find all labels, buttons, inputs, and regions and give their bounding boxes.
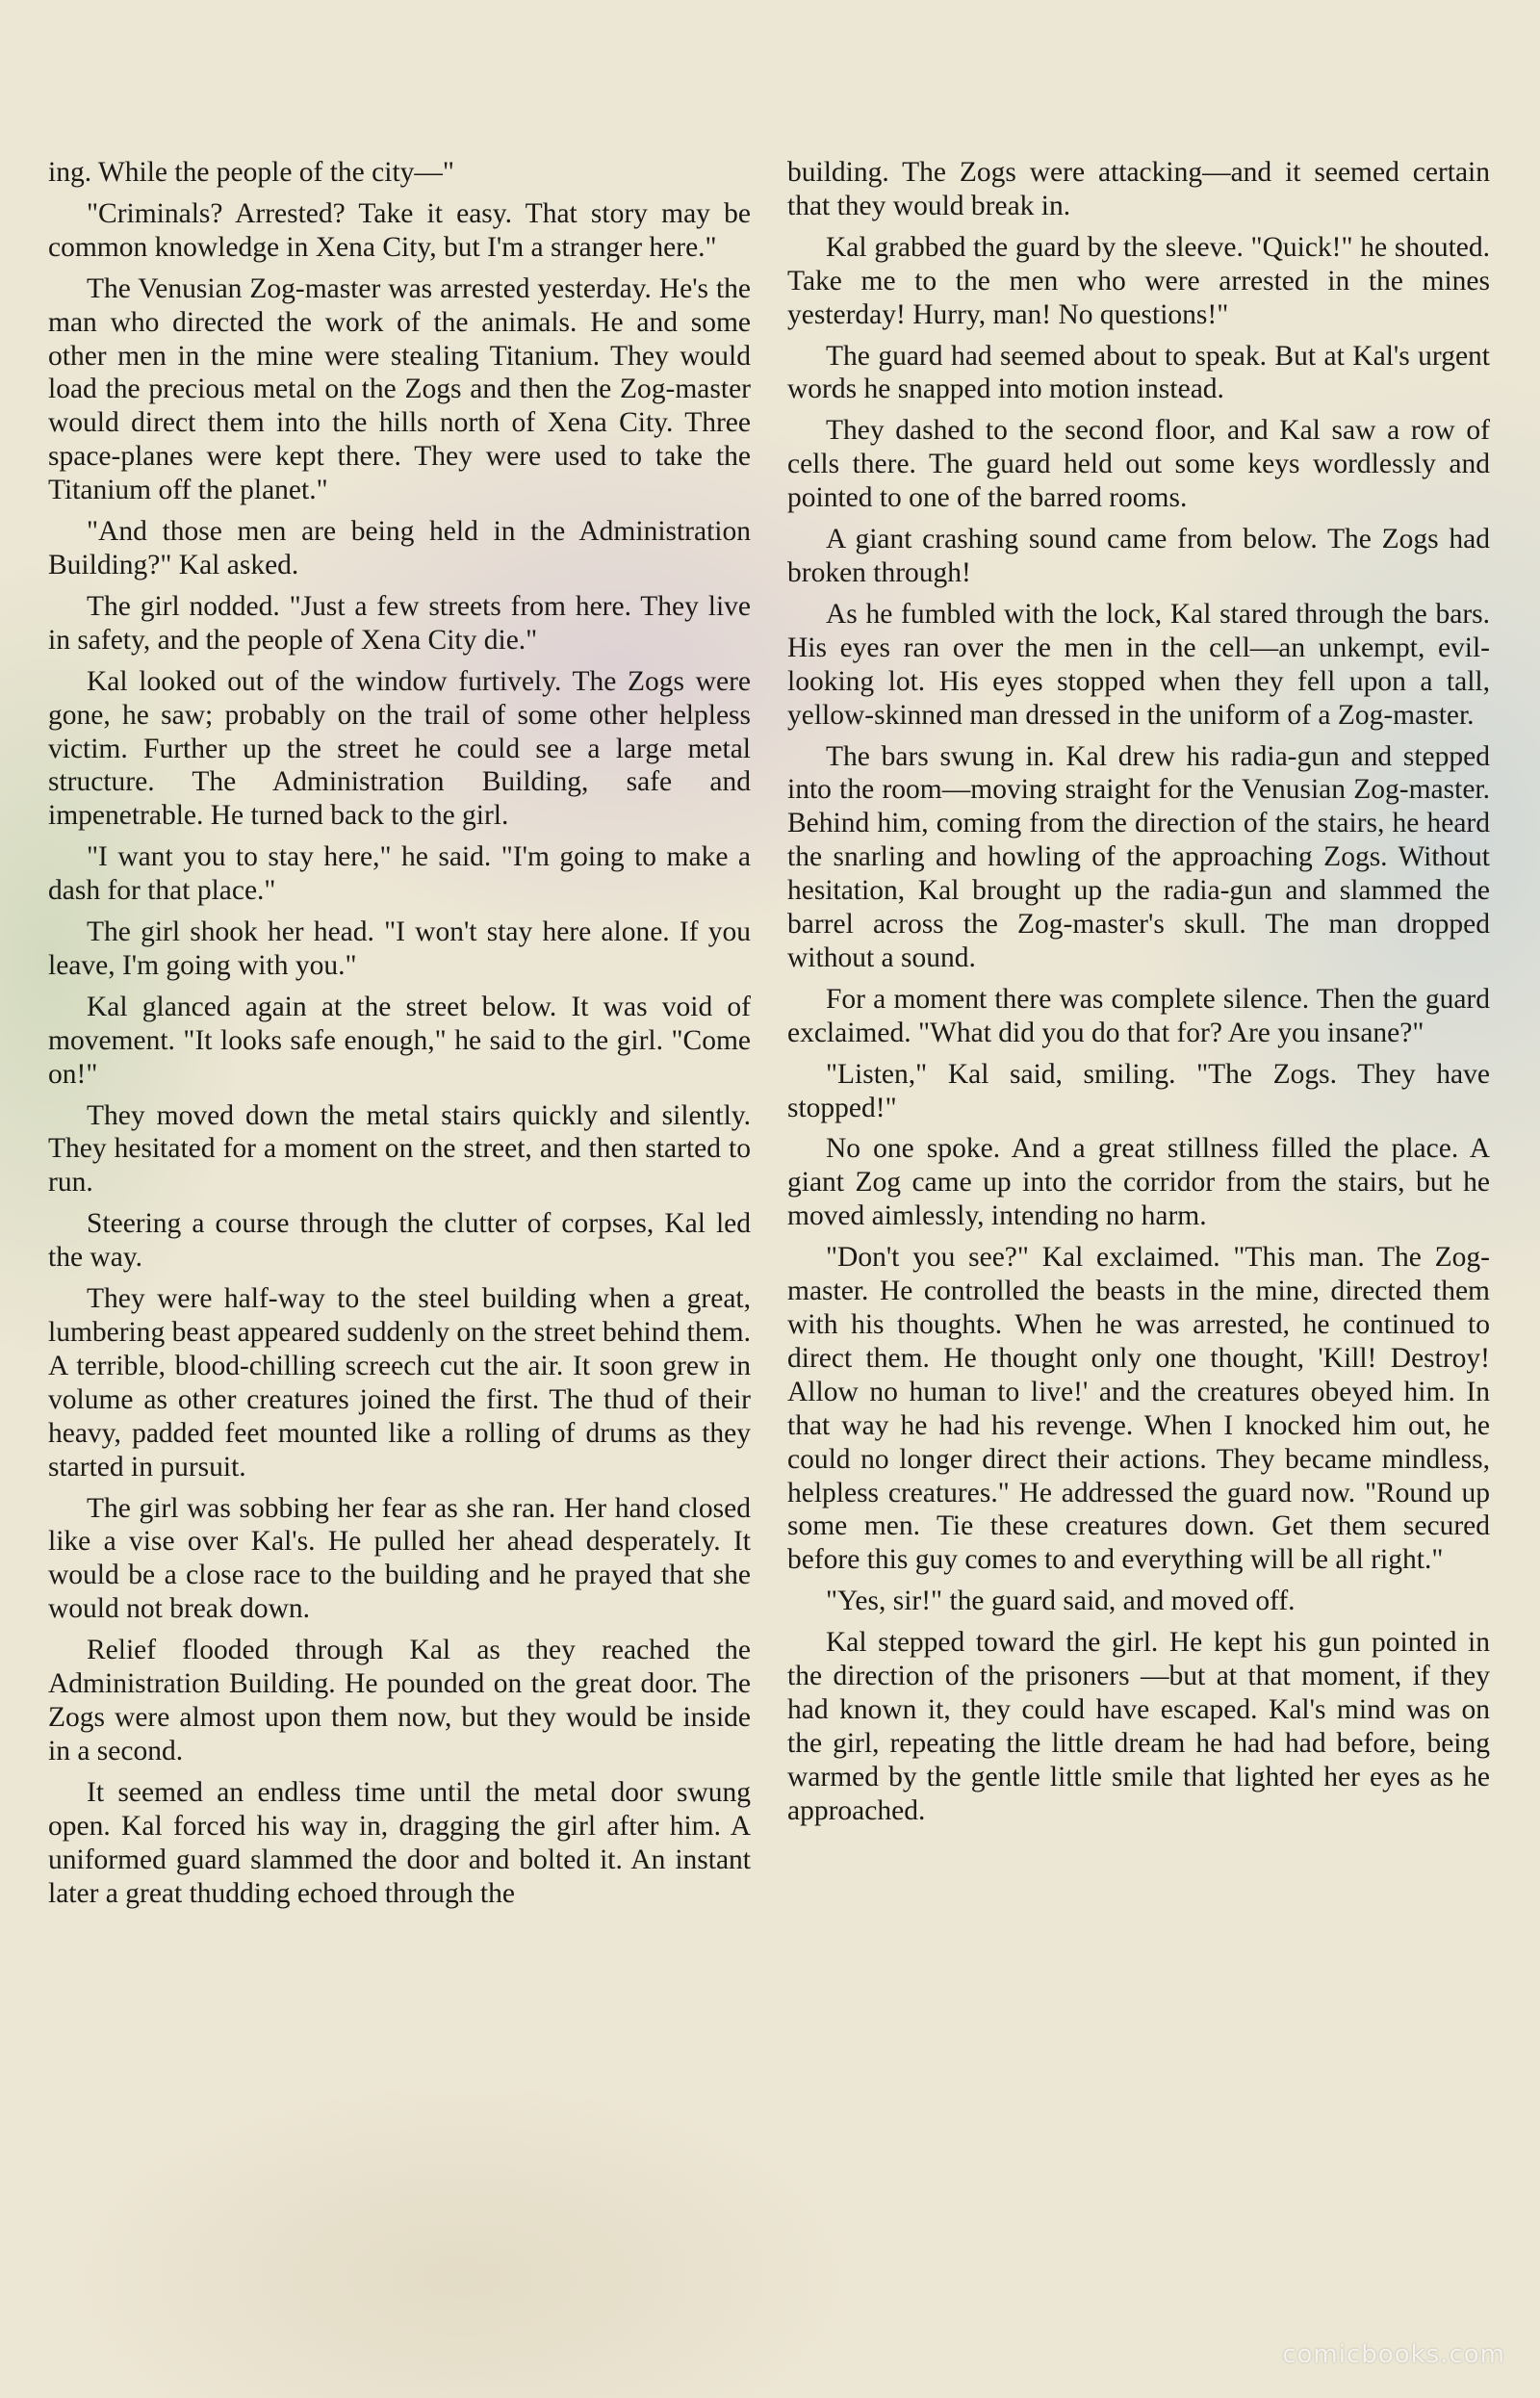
paragraph: The bars swung in. Kal drew his radia-gun and stepped into the room—moving straight for the Venusian Zog-master. Behind him, coming from the direction of the stairs, he heard the snarling and howling of the approaching Zogs. Without hesitation, Kal brought up the radia-gun and slammed the barrel across the Zog-master's skull. The man dropped without a sound. — [787, 740, 1490, 973]
paragraph: The guard had seemed about to speak. But at Kal's urgent words he snapped into motion instead. — [787, 340, 1490, 405]
paragraph: They moved down the metal stairs quickly and silently. They hesitated for a moment on the street, and then started to run. — [48, 1099, 751, 1199]
paragraph: Steering a course through the clutter of corpses, Kal led the way. — [48, 1208, 751, 1274]
paragraph: The girl nodded. "Just a few streets from here. They live in safety, and the people of Xena City die." — [48, 590, 751, 656]
paragraph: They were half-way to the steel building when a great, lumbering beast appeared suddenly on the street behind them. A terrible, blood-chilling screech cut the air. It soon grew in volume as other creatures joined the first. The thud of their heavy, padded feet mounted like a rolling of drums as they started in pursuit. — [48, 1283, 751, 1483]
site-watermark: comicbooks.com — [1282, 2340, 1505, 2369]
paragraph: "Listen," Kal said, smiling. "The Zogs. They have stopped!" — [787, 1058, 1490, 1123]
paragraph: building. The Zogs were attacking—and it seemed certain that they would break in. — [787, 157, 1490, 221]
paragraph: Kal grabbed the guard by the sleeve. "Quick!" he shouted. Take me to the men who were arrested in the mines yesterday! Hurry, man! No questions!" — [787, 231, 1490, 330]
paragraph: The Venusian Zog-master was arrested yesterday. He's the man who directed the work of the animals. He and some other men in the mine were stealing Titanium. They would load the precious metal on the Zogs and then the Zog-master would direct them into the hills north of Xena City. Three space-planes were kept there. They were used to take the Titanium off the planet." — [48, 272, 751, 506]
paragraph: Relief flooded through Kal as they reached the Administration Building. He pounded on the great door. The Zogs were almost upon them now, but they would be inside in a second. — [48, 1635, 751, 1766]
paragraph: "Don't you see?" Kal exclaimed. "This man. The Zog-master. He controlled the beasts in the mine, directed them with his thoughts. When he was arrested, he continued to direct them. He thought only one thought, 'Kill! Destroy! Allow no human to live!' and the creatures obeyed him. In that way he had his revenge. When I knocked him out, he could no longer direct their actions. They became mindless, helpless creatures." He addressed the guard now. "Round up some men. Tie these creatures down. Get them secured before this guy comes to and everything will be all right." — [787, 1242, 1490, 1576]
paragraph: It seemed an endless time until the metal door swung open. Kal forced his way in, dragging the girl after him. A uniformed guard slammed the door and bolted it. An instant later a great thudding echoed through the — [48, 1776, 751, 1909]
paragraph: "I want you to stay here," he said. "I'm going to make a dash for that place." — [48, 841, 751, 907]
paragraph: For a moment there was complete silence. Then the guard exclaimed. "What did you do that for? Are you insane?" — [787, 983, 1490, 1048]
paragraph: The girl shook her head. "I won't stay here alone. If you leave, I'm going with you." — [48, 916, 751, 981]
paragraph: Kal glanced again at the street below. It was void of movement. "It looks safe enough," he said to the girl. "Come on!" — [48, 991, 751, 1090]
right-text-column — [787, 156, 1490, 1836]
paragraph: They dashed to the second floor, and Kal saw a row of cells there. The guard held out some keys wordlessly and pointed to one of the barred rooms. — [787, 415, 1490, 514]
paragraph: "Criminals? Arrested? Take it easy. That story may be common knowledge in Xena City, but I'm a stranger here." — [48, 197, 751, 263]
left-text-column — [48, 156, 751, 1918]
paragraph: As he fumbled with the lock, Kal stared through the bars. His eyes ran over the men in the cell—an unkempt, evil-looking lot. His eyes stopped when they fell upon a tall, yellow-skinned man dressed in the uniform of a Zog-master. — [787, 598, 1490, 731]
paragraph: ing. While the people of the city—" — [48, 157, 454, 188]
paragraph: Kal looked out of the window furtively. The Zogs were gone, he saw; probably on the trail of some other helpless victim. Further up the street he could see a large metal structure. The Administration Building, safe and impenetrable. He turned back to the girl. — [48, 665, 751, 832]
paragraph: The girl was sobbing her fear as she ran. Her hand closed like a vise over Kal's. He pulled her ahead desperately. It would be a close race to the building and he prayed that she would not break down. — [48, 1492, 751, 1625]
paragraph: A giant crashing sound came from below. The Zogs had broken through! — [787, 524, 1490, 588]
paragraph: "Yes, sir!" the guard said, and moved off. — [826, 1586, 1296, 1617]
paragraph: Kal stepped toward the girl. He kept his gun pointed in the direction of the prisoners —but at that moment, if they had known it, they could have escaped. Kal's mind was on the girl, repeating the little dream he had had before, being warmed by the gentle little smile that lighted her eyes as he approached. — [787, 1627, 1490, 1826]
paragraph: "And those men are being held in the Administration Building?" Kal asked. — [48, 516, 751, 580]
paragraph: No one spoke. And a great stillness filled the place. A giant Zog came up into the corridor from the stairs, but he moved aimlessly, intending no harm. — [787, 1133, 1490, 1232]
